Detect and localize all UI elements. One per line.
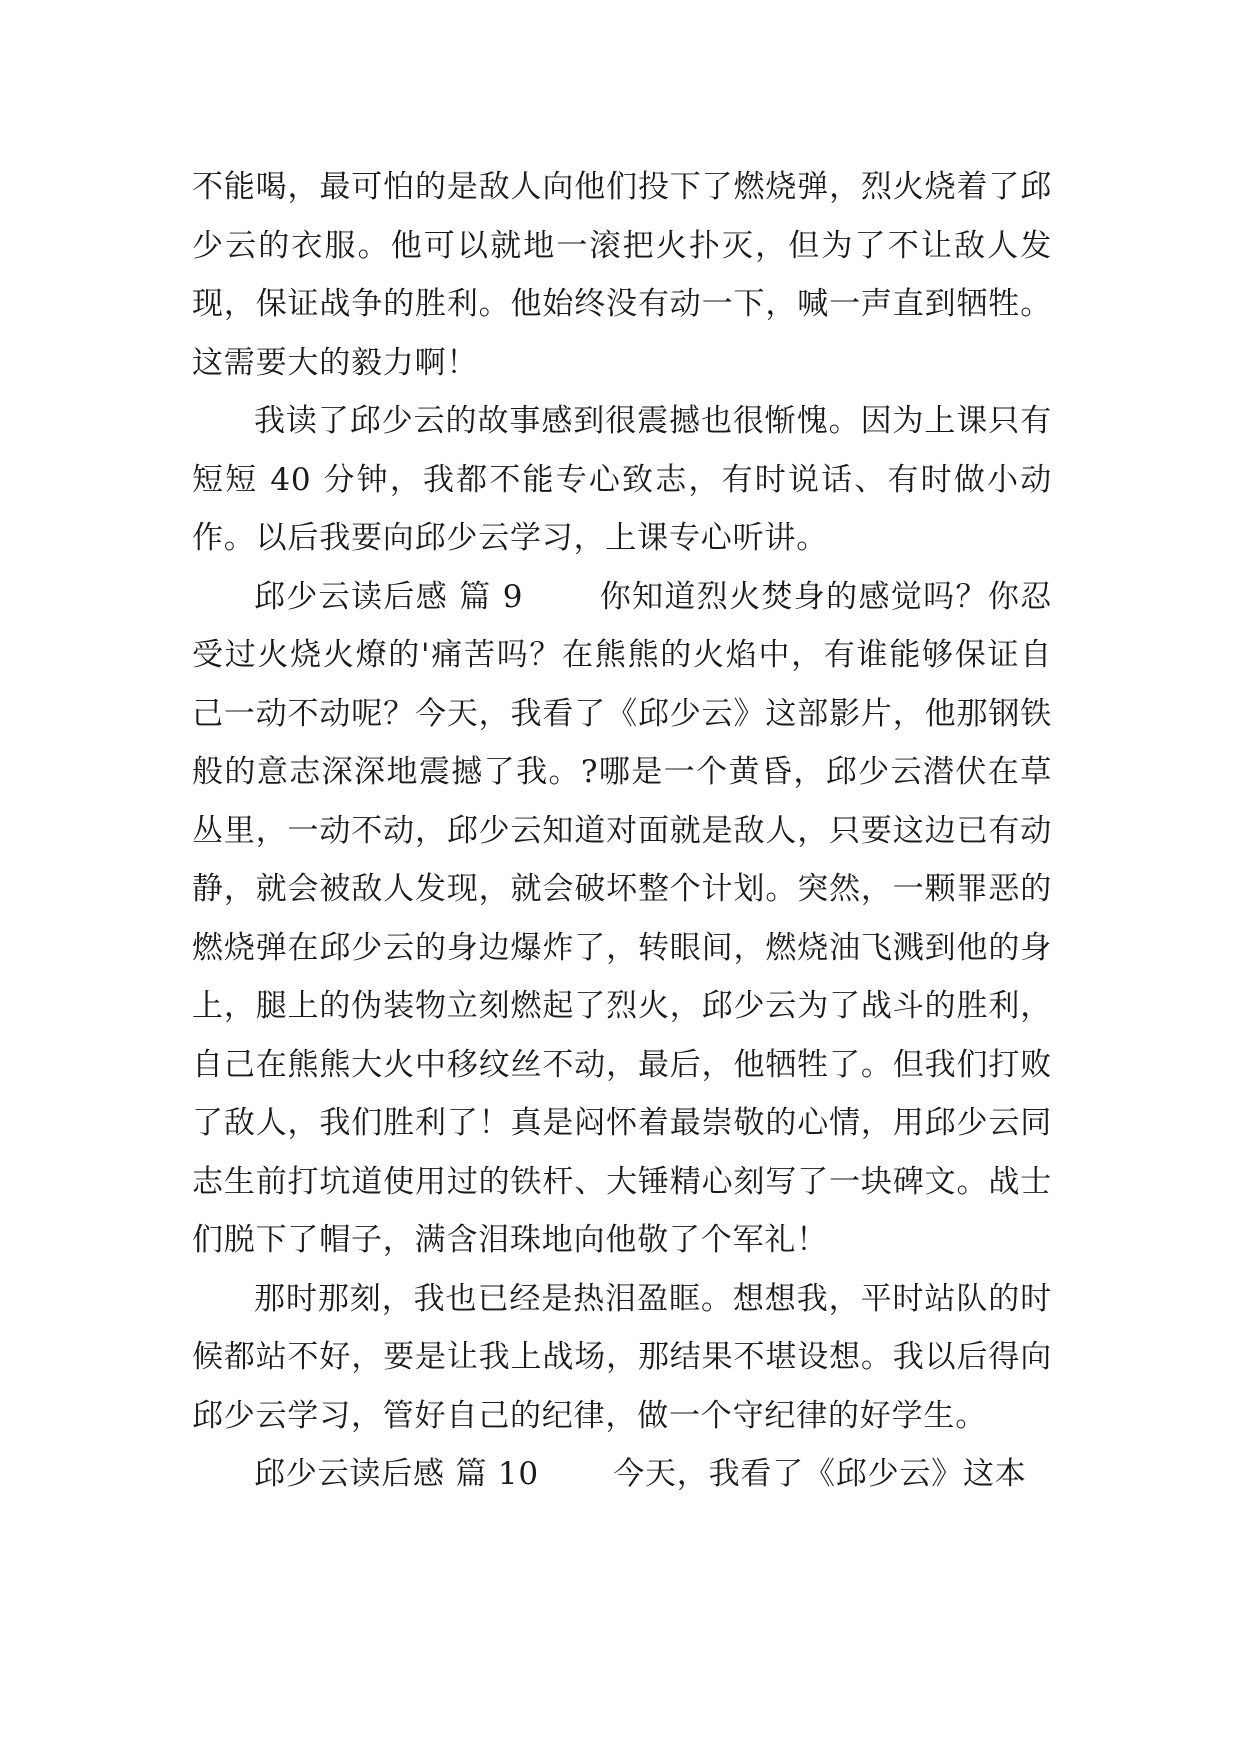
paragraph-2: 我读了邱少云的故事感到很震撼也很惭愧。因为上课只有短短 40 分钟，我都不能专心致志，有时说话、有时做小动作。以后我要向邱少云学习，上课专心听讲。	[192, 403, 1052, 556]
paragraph-1: 不能喝，最可怕的是敌人向他们投下了燃烧弹，烈火烧着了邱少云的衣服。他可以就地一滚把火扑灭，但为了不让敌人发现，保证战争的胜利。他始终没有动一下，喊一声直到牺牲。这需要大的毅力啊！	[192, 169, 1052, 381]
paragraph-3: 邱少云读后感 篇 9 你知道烈火焚身的感觉吗？你忍受过火烧火燎的'痛苦吗？在熊熊的火焰中，有谁能够保证自己一动不动呢？今天，我看了《邱少云》这部影片，他那钢铁般的意志深深地震撼了我。?哪是一个黄昏，邱少云潜伏在草丛里，一动不动，邱少云知道对面就是敌人，只要这边已有动静，就会被敌人发现，就会破坏整个计划。突然，一颗罪恶的燃烧弹在邱少云的身边爆炸了，转眼间，燃烧油飞溅到他的身上，腿上的伪装物立刻燃起了烈火，邱少云为了战斗的胜利，自己在熊熊大火中移纹丝不动，最后，他牺牲了。但我们打败了敌人，我们胜利了！真是闷怀着最崇敬的心情，用邱少云同志生前打坑道使用过的铁杆、大锤精心刻写了一块碑文。战士们脱下了帽子，满含泪珠地向他敬了个军礼！	[192, 578, 1052, 1258]
document-body	[192, 158, 1052, 1504]
paragraph-5: 邱少云读后感 篇 10 今天，我看了《邱少云》这本	[254, 1456, 1027, 1492]
paragraph-4: 那时那刻，我也已经是热泪盈眶。想想我，平时站队的时候都站不好，要是让我上战场，那结果不堪设想。我以后得向邱少云学习，管好自己的纪律，做一个守纪律的好学生。	[192, 1280, 1052, 1434]
